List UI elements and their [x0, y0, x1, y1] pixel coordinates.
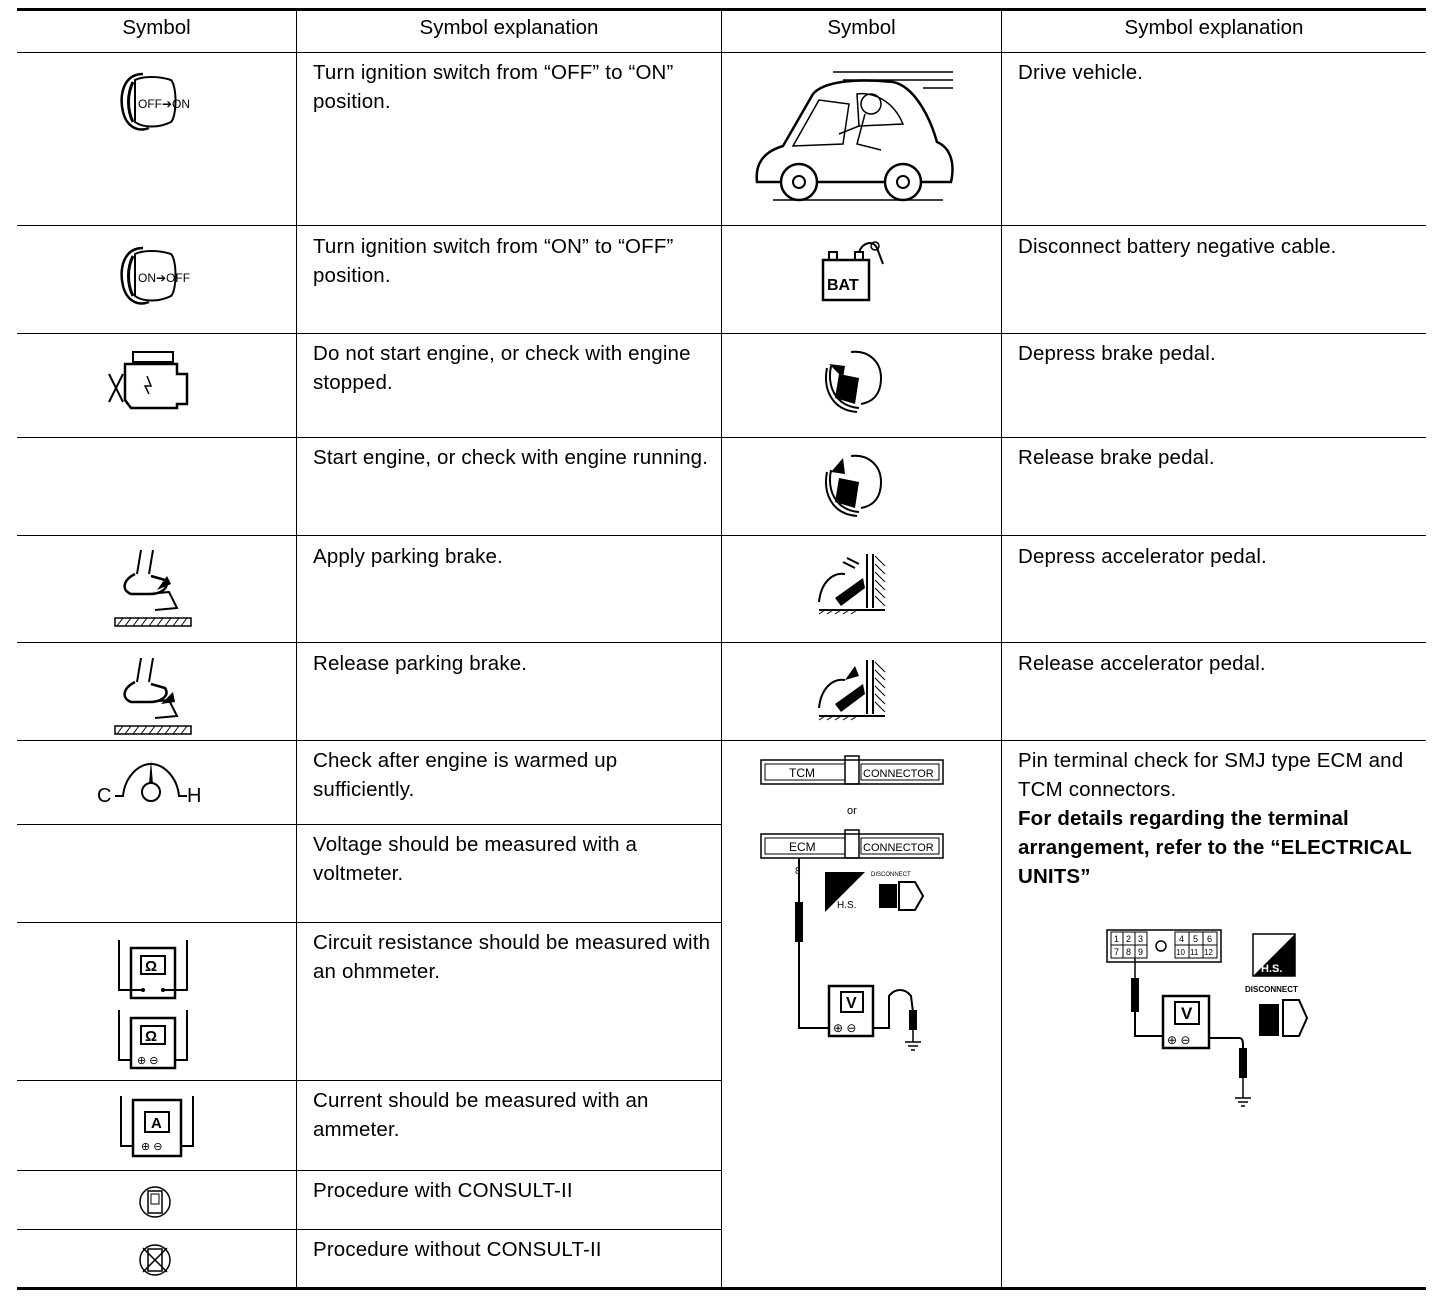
explanation-with-consult: Procedure with CONSULT-II: [313, 1179, 573, 1202]
drive-vehicle-icon: [753, 64, 963, 204]
ohmmeter-icon: [113, 936, 193, 1076]
explanation-engine-stopped: Do not start engine, or check with engine stopped.: [313, 342, 691, 394]
hs-label: H.S.: [837, 900, 857, 911]
column-divider: [1001, 8, 1002, 1288]
row-divider: [17, 1229, 722, 1230]
header-symbol-right: Symbol: [827, 16, 896, 39]
terminal-3: 3: [1138, 934, 1144, 944]
terminal-arrangement-diagram: [1103, 920, 1313, 1110]
depress-accelerator-icon: [815, 548, 895, 618]
explanation-drive-vehicle: Drive vehicle.: [1018, 61, 1144, 84]
disconnect-label-2: DISCONNECT: [1245, 985, 1298, 994]
pin-terminal-check-icon: [755, 752, 955, 1052]
tcm-connector-label: CONNECTOR: [863, 768, 934, 780]
row-divider: [17, 1170, 722, 1171]
explanation-ignition-on-off: Turn ignition switch from “ON” to “OFF” position.: [313, 235, 674, 287]
gauge-hot-label: H: [187, 785, 202, 807]
ignition-off-to-on-icon: [113, 66, 203, 138]
terminal-1: 1: [1114, 934, 1120, 944]
temperature-gauge-icon: [95, 756, 205, 808]
ecm-connector-label: CONNECTOR: [863, 842, 934, 854]
terminal-5: 5: [1193, 934, 1199, 944]
ignition-key-label: OFF➔ON: [138, 97, 191, 111]
svg-text:⊕ ⊖: ⊕ ⊖: [141, 1141, 163, 1153]
depress-brake-pedal-icon: [817, 348, 887, 418]
apply-parking-brake-icon: [109, 546, 199, 632]
header-explanation-right: Symbol explanation: [1124, 16, 1304, 39]
release-parking-brake-icon: [109, 654, 199, 740]
explanation-ohmmeter: Circuit resistance should be measured with an ohmmeter.: [313, 931, 711, 983]
row-divider: [17, 824, 722, 825]
engine-stopped-icon: [107, 346, 197, 418]
battery-icon: [813, 234, 893, 308]
symbols-table: [17, 8, 1426, 1290]
header-symbol-left: Symbol: [122, 16, 191, 39]
terminal-9: 9: [1138, 947, 1144, 957]
disconnect-label-small: DISCONNECT: [871, 872, 911, 878]
no-consult-ii-icon: [137, 1242, 173, 1278]
svg-text:⊕ ⊖: ⊕ ⊖: [833, 1021, 857, 1035]
ohm-symbol-bottom: Ω: [145, 1028, 158, 1045]
battery-label: BAT: [827, 277, 859, 294]
svg-text:⊕ ⊖: ⊕ ⊖: [137, 1055, 159, 1067]
gauge-cold-label: C: [97, 785, 112, 807]
terminal-6: 6: [1207, 934, 1213, 944]
tcm-label: TCM: [789, 766, 815, 780]
row-divider: [17, 1080, 722, 1081]
explanation-release-brake: Release brake pedal.: [1018, 446, 1215, 469]
explanation-voltmeter: Voltage should be measured with a voltmeter.: [313, 833, 638, 885]
column-divider: [296, 8, 297, 1288]
hs-label-2: H.S.: [1261, 963, 1283, 975]
release-accelerator-icon: [815, 654, 895, 724]
explanation-pin-terminal: [1018, 746, 1418, 891]
explanation-engine-running: Start engine, or check with engine running.: [313, 446, 709, 469]
terminal-8: 8: [1126, 947, 1132, 957]
pin-terminal-text: Pin terminal check for SMJ type ECM and TCM connectors.: [1018, 749, 1404, 801]
pin-number-label: 8: [795, 866, 801, 877]
header-explanation-left: Symbol explanation: [419, 16, 599, 39]
explanation-depress-accelerator: Depress accelerator pedal.: [1018, 545, 1267, 568]
terminal-7: 7: [1114, 947, 1120, 957]
ammeter-icon: [117, 1092, 197, 1164]
explanation-without-consult: Procedure without CONSULT-II: [313, 1238, 602, 1261]
explanation-ignition-off-on: Turn ignition switch from “OFF” to “ON” position.: [313, 61, 674, 113]
ohm-symbol-top: Ω: [145, 958, 158, 975]
release-brake-pedal-icon: [817, 452, 887, 522]
explanation-ammeter: Current should be measured with an ammeter.: [313, 1089, 649, 1141]
ecm-label: ECM: [789, 840, 816, 854]
terminal-10: 10: [1176, 948, 1185, 957]
pin-terminal-bold-note: For details regarding the terminal arrangement, refer to the “ELECTRICAL UNITS”: [1018, 807, 1412, 888]
terminal-12: 12: [1204, 948, 1213, 957]
ignition-on-to-off-icon: [113, 240, 203, 312]
ammeter-symbol: A: [151, 1115, 162, 1132]
column-divider: [721, 8, 722, 1288]
ignition-key-label: ON➔OFF: [138, 271, 191, 285]
voltmeter-symbol-2: V: [1181, 1004, 1193, 1023]
terminal-2: 2: [1126, 934, 1132, 944]
or-label: or: [847, 805, 857, 817]
svg-text:⊕ ⊖: ⊕ ⊖: [1167, 1033, 1191, 1047]
explanation-battery: Disconnect battery negative cable.: [1018, 235, 1337, 258]
explanation-apply-parking-brake: Apply parking brake.: [313, 545, 503, 568]
row-divider: [17, 922, 722, 923]
explanation-release-accelerator: Release accelerator pedal.: [1018, 652, 1266, 675]
explanation-warm-engine: Check after engine is warmed up sufficiently.: [313, 749, 618, 801]
consult-ii-icon: [137, 1184, 173, 1220]
terminal-4: 4: [1179, 934, 1185, 944]
terminal-11: 11: [1190, 948, 1199, 957]
explanation-release-parking-brake: Release parking brake.: [313, 652, 528, 675]
explanation-depress-brake: Depress brake pedal.: [1018, 342, 1216, 365]
voltmeter-symbol: V: [846, 995, 857, 1012]
